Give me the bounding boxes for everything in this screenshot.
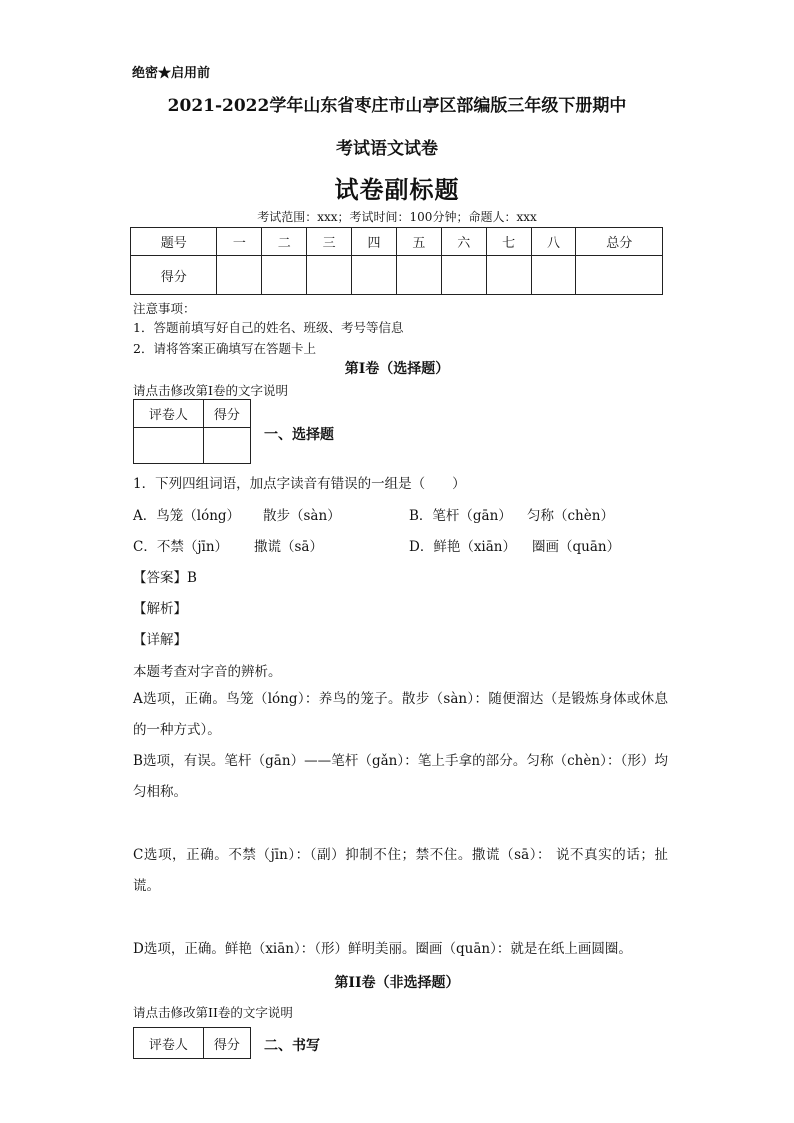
exam-title-line2: 考试语文试卷 <box>336 139 438 159</box>
option-a-word1: A．鸟笼（lóng） <box>133 508 241 524</box>
score-cell <box>441 256 486 295</box>
option-b-word2: 匀称（chèn） <box>527 508 614 524</box>
grader-cell <box>134 428 204 464</box>
score-header-cell: 六 <box>441 228 486 256</box>
score-header-cell: 八 <box>531 228 576 256</box>
option-a-word2: 散步（sàn） <box>263 508 341 524</box>
score-table-header-row <box>131 228 663 256</box>
option-c-word2: 撒谎（sā） <box>254 539 323 555</box>
score-cell <box>576 256 663 295</box>
notes-item-2: 2．请将答案正确填写在答题卡上 <box>133 341 316 356</box>
explain-option-b: B选项，有误。笔杆（gān）——笔杆（gǎn）：笔上手拿的部分。匀称（chèn）：（形）均匀相称。 <box>133 753 668 800</box>
score-header-cell: 一 <box>217 228 262 256</box>
score-header-cell: 总分 <box>576 228 663 256</box>
part1-instruction: 请点击修改第I卷的文字说明 <box>133 383 288 398</box>
analysis-label: 【解析】 <box>133 601 187 617</box>
score-row-label: 得分 <box>131 256 217 295</box>
detail-label: 【详解】 <box>133 632 187 648</box>
score-cell <box>396 256 441 295</box>
part2-title: 第II卷（非选择题） <box>334 975 460 991</box>
notes-item-1: 1．答题前填写好自己的姓名、班级、考号等信息 <box>133 320 404 335</box>
score-cell <box>262 256 307 295</box>
option-b-word1: B．笔杆（gān） <box>409 508 512 524</box>
exam-info: 考试范围：xxx；考试时间：100分钟；命题人：xxx <box>257 210 537 224</box>
score-label: 得分 <box>203 1028 250 1059</box>
part1-title: 第I卷（选择题） <box>344 361 450 377</box>
score-header-cell: 二 <box>262 228 307 256</box>
explain-intro: 本题考查对字音的辨析。 <box>133 664 282 680</box>
option-d-word1: D．鲜艳（xiān） <box>409 539 516 555</box>
score-header-cell: 三 <box>307 228 352 256</box>
section-1-title: 一、选择题 <box>264 427 334 443</box>
score-cell <box>217 256 262 295</box>
explain-option-a: A选项，正确。鸟笼（lóng）：养鸟的笼子。散步（sàn）：随便溜达（是锻炼身体或休息的一种方式）。 <box>133 691 668 738</box>
score-cell <box>307 256 352 295</box>
option-d-word2: 圈画（quān） <box>532 539 621 555</box>
section-2-title: 二、书写 <box>264 1038 320 1054</box>
score-table <box>130 227 663 295</box>
score-label: 得分 <box>203 400 250 428</box>
option-c-word1: C．不禁（jīn） <box>133 539 229 555</box>
explain-option-d: D选项，正确。鲜艳（xiān）：（形）鲜明美丽。圈画（quān）：就是在纸上画圆圈。 <box>133 941 632 957</box>
part2-grader-box <box>133 1027 251 1059</box>
score-cell <box>486 256 531 295</box>
notes-heading: 注意事项： <box>133 301 196 316</box>
exam-subtitle: 试卷副标题 <box>334 175 460 204</box>
question-1-stem: 1．下列四组词语，加点字读音有错误的一组是（ ） <box>133 476 466 492</box>
confidential-label: 绝密★启用前 <box>132 66 211 81</box>
part2-instruction: 请点击修改第II卷的文字说明 <box>133 1005 293 1020</box>
explain-option-c: C选项，正确。不禁（jīn）：（副）抑制不住；禁不住。撒谎（sā）： 说不真实的话；扯谎。 <box>133 847 668 894</box>
score-cell <box>352 256 397 295</box>
score-cell <box>203 428 250 464</box>
answer-label: 【答案】B <box>133 570 197 586</box>
part1-grader-box <box>133 399 251 464</box>
score-header-cell: 七 <box>486 228 531 256</box>
score-header-cell: 五 <box>396 228 441 256</box>
grader-label: 评卷人 <box>134 400 204 428</box>
exam-title-line1: 2021-2022学年山东省枣庄市山亭区部编版三年级下册期中 <box>167 96 627 116</box>
score-header-cell: 题号 <box>131 228 217 256</box>
score-table-score-row <box>131 256 663 295</box>
score-header-cell: 四 <box>352 228 397 256</box>
score-cell <box>531 256 576 295</box>
grader-label: 评卷人 <box>134 1028 204 1059</box>
